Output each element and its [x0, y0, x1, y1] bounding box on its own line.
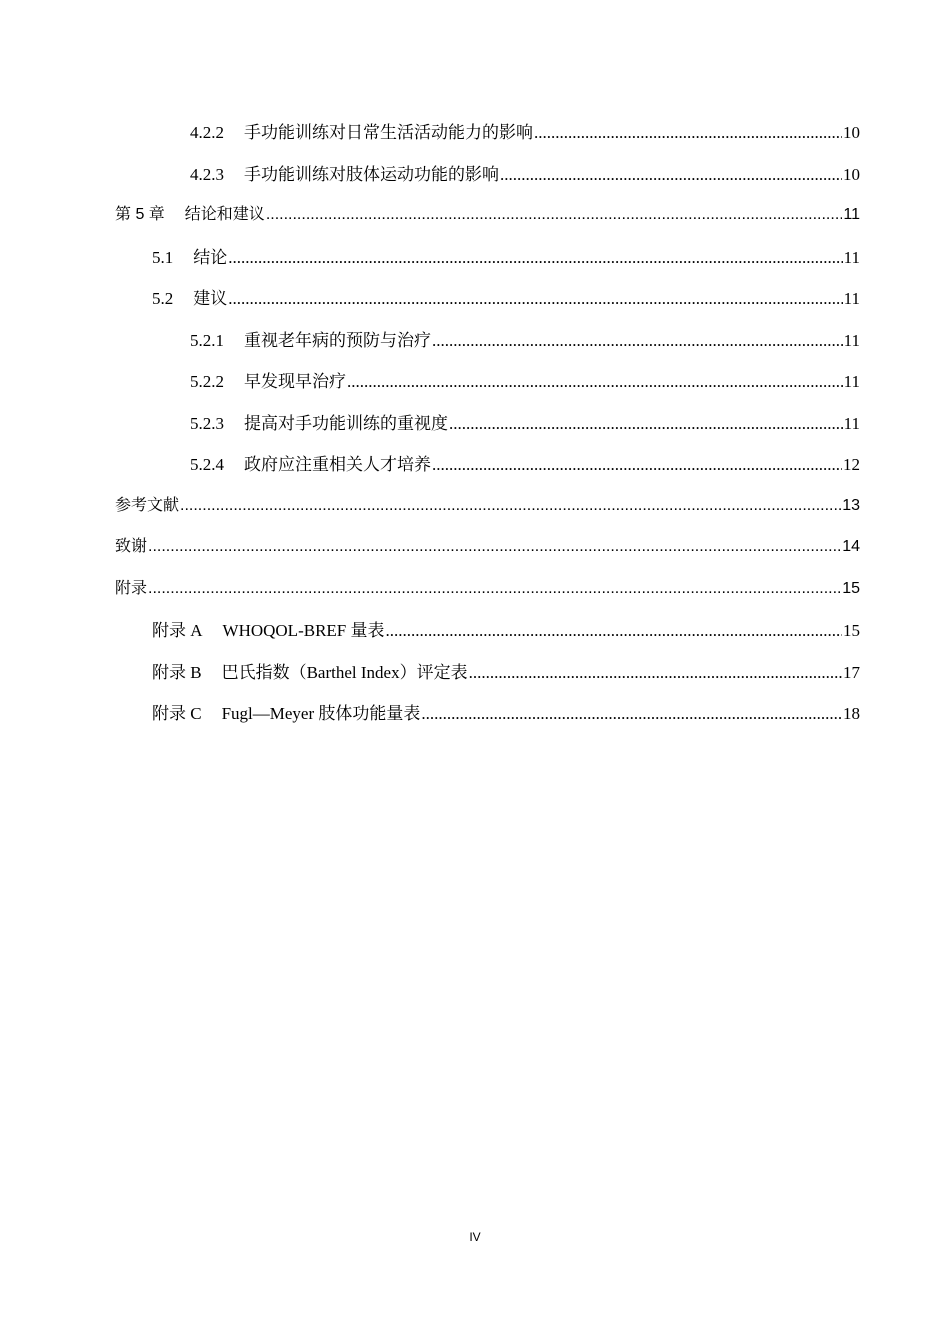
dot-leader	[148, 580, 841, 598]
toc-entry-title: 建议	[193, 289, 228, 308]
dot-leader	[148, 538, 841, 556]
toc-entry[interactable]	[115, 201, 860, 225]
dot-leader	[449, 414, 843, 434]
toc-entry-title: 重视老年病的预防与治疗	[244, 330, 431, 350]
dot-leader	[266, 206, 843, 224]
toc-entry-number: 附录 B	[152, 662, 202, 682]
toc-entry-number: 5.2.3	[190, 413, 224, 433]
toc-entry[interactable]	[115, 492, 860, 516]
toc-entry-title: 早发现早治疗	[244, 372, 346, 391]
dot-leader	[228, 289, 842, 309]
toc-entry-page: 17	[843, 662, 860, 682]
toc-entry-page: 11	[843, 330, 860, 350]
toc-entry-number: 附录 A	[152, 621, 203, 640]
toc-entry-page: 11	[843, 206, 860, 223]
toc-entry-page: 11	[843, 247, 860, 267]
toc-entry[interactable]	[190, 450, 860, 474]
toc-entry-title: 致谢	[115, 538, 148, 555]
toc-entry[interactable]	[115, 533, 860, 557]
toc-entry[interactable]	[152, 243, 860, 267]
toc-entry-number: 4.2.3	[190, 164, 224, 184]
toc-entry-page: 10	[843, 123, 860, 142]
dot-leader	[386, 621, 843, 641]
toc-entry-page: 11	[843, 372, 860, 391]
toc-entry-page: 11	[843, 289, 860, 308]
toc-entry-page: 18	[843, 704, 860, 723]
page-number: IV	[469, 1230, 481, 1244]
toc-entry-number: 5.2.4	[190, 455, 224, 474]
toc-entry-number: 4.2.2	[190, 123, 224, 142]
toc-entry[interactable]	[190, 367, 860, 391]
toc-entry-number: 5.2	[152, 289, 174, 308]
toc-entry-number: 5.2.2	[190, 372, 224, 391]
toc-entry-title: 结论	[193, 247, 228, 267]
toc-entry-title: 手功能训练对日常生活活动能力的影响	[244, 123, 533, 142]
toc-entry-page: 11	[843, 413, 860, 433]
toc-entry-number: 5.1	[152, 247, 174, 267]
dot-leader	[228, 248, 842, 268]
dot-leader	[469, 663, 842, 683]
toc-entry-title: 参考文献	[115, 496, 180, 514]
dot-leader	[421, 704, 842, 724]
toc-entry-title: WHOQOL-BREF 量表	[222, 621, 385, 640]
toc-entry[interactable]	[152, 699, 860, 723]
toc-entry-page: 10	[843, 164, 860, 184]
toc-entry-page: 12	[843, 455, 860, 474]
toc-entry-number: 附录 C	[152, 704, 202, 723]
toc-entry-title: 政府应注重相关人才培养	[244, 455, 431, 474]
toc-entry-page: 15	[842, 579, 860, 597]
dot-leader	[180, 497, 841, 515]
dot-leader	[432, 455, 842, 475]
toc-entry-title: Fugl—Meyer 肢体功能量表	[221, 704, 421, 723]
toc-entry-title: 巴氏指数（Barthel Index）评定表	[221, 662, 468, 682]
dot-leader	[534, 123, 842, 143]
toc-entry[interactable]	[190, 160, 860, 184]
toc-entry[interactable]	[115, 575, 860, 599]
toc-entry[interactable]	[152, 616, 860, 640]
toc-entry-title: 手功能训练对肢体运动功能的影响	[244, 164, 499, 184]
toc-entry[interactable]	[190, 326, 860, 350]
toc-entry-title: 附录	[115, 579, 148, 597]
toc-entry[interactable]	[152, 284, 860, 308]
toc-entry[interactable]	[190, 118, 860, 142]
dot-leader	[500, 165, 842, 185]
toc-entry[interactable]	[190, 409, 860, 433]
toc-entry-number: 第 5 章	[115, 206, 165, 223]
toc-entry-page: 14	[842, 538, 860, 555]
dot-leader	[347, 372, 843, 392]
toc-entry[interactable]	[152, 658, 860, 682]
toc-entry-number: 5.2.1	[190, 330, 224, 350]
toc-entry-page: 15	[843, 621, 860, 640]
toc-entry-page: 13	[842, 496, 860, 514]
dot-leader	[432, 331, 843, 351]
toc-entry-title: 结论和建议	[184, 206, 265, 223]
toc-entry-title: 提高对手功能训练的重视度	[244, 413, 448, 433]
